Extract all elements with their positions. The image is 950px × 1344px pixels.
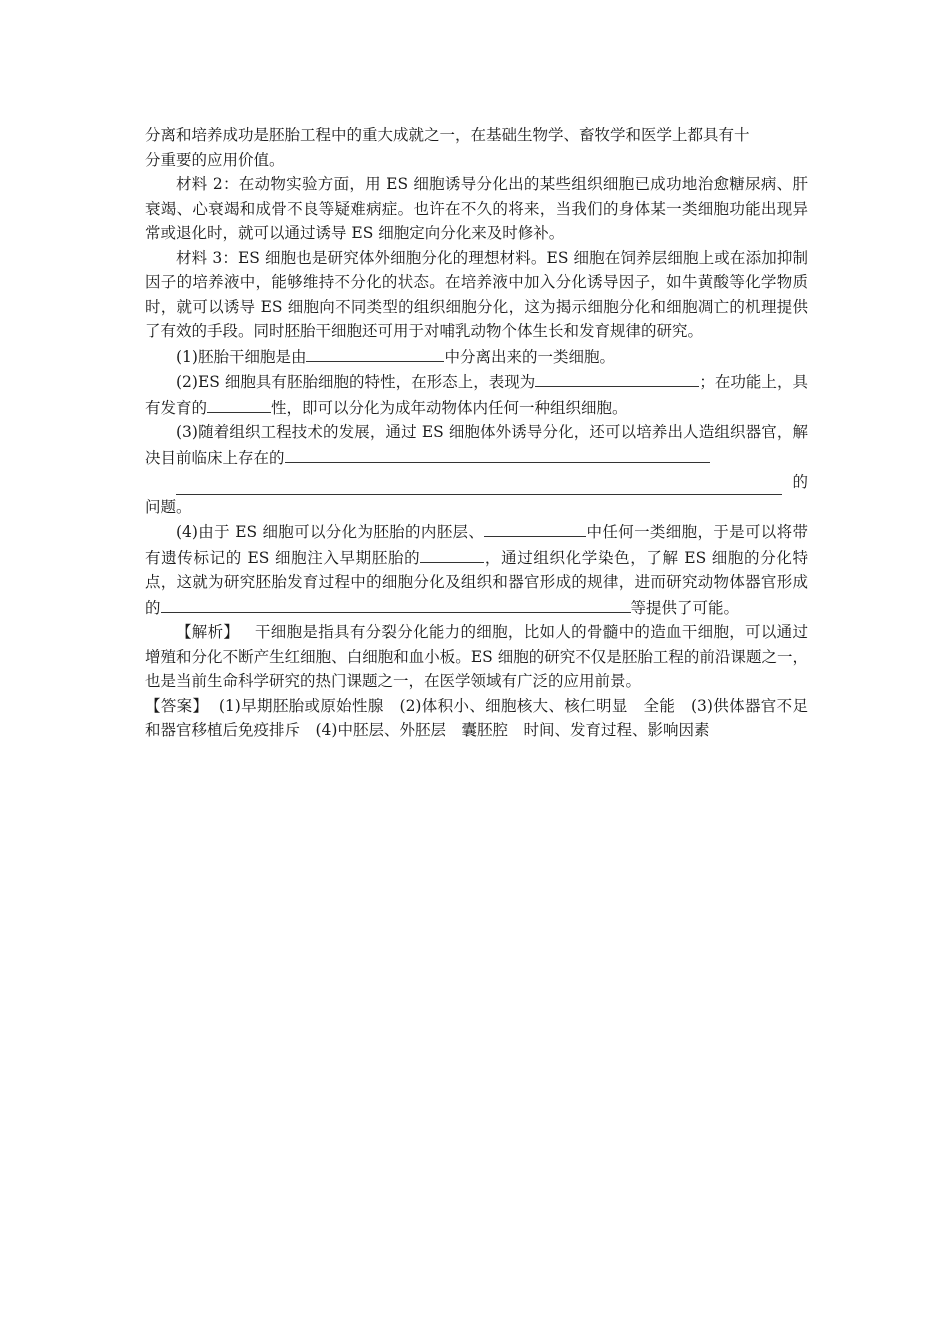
q1-after: 中分离出来的一类细胞。 — [444, 347, 615, 366]
q4-after: 等提供了可能。 — [630, 598, 740, 617]
question-4 — [145, 519, 808, 620]
q3-blank-line2[interactable] — [176, 477, 782, 495]
q4-blank-rules[interactable] — [161, 595, 631, 613]
analysis-text: 干细胞是指具有分裂分化能力的细胞，比如人的骨髓中的造血干细胞，可以通过增殖和分化不断产生红细胞、白细胞和血小板。ES 细胞的研究不仅是胚胎工程的前沿课题之一，也是当前生命科学研究的热门课题之一，在医学领域有广泛的应用前景。 — [145, 623, 808, 690]
q4-blank-layers[interactable] — [484, 519, 586, 537]
document-page — [145, 123, 808, 743]
material2-paragraph: 材料 2：在动物实验方面，用 ES 细胞诱导分化出的某些组织细胞已成功地治愈糖尿病、肝衰竭、心衰竭和成骨不良等疑难病症。也许在不久的将来，当我们的身体某一类细胞功能出现异常或退化时，就可以通过诱导 ES 细胞定向分化来及时修补。 — [145, 175, 808, 242]
q2-mid: ；在功能上，具有发育的 — [145, 373, 808, 417]
q3-after: 的 — [792, 473, 808, 491]
q3-before: (3)随着组织工程技术的发展，通过 ES 细胞体外诱导分化，还可以培养出人造组织器官，解决目前临床上存在的 — [145, 423, 808, 467]
q2-blank-function[interactable] — [207, 395, 271, 413]
question-1 — [145, 344, 808, 370]
q2-after: 性，即可以分化为成年动物体内任何一种组织细胞。 — [271, 398, 628, 417]
material1-line1: 分离和培养成功是胚胎工程中的重大成就之一，在基础生物学、畜牧学和医学上都具有十 — [145, 126, 750, 144]
q2-before: (2)ES 细胞具有胚胎细胞的特性，在形态上，表现为 — [176, 373, 536, 391]
q4-blank-embryo-part[interactable] — [420, 545, 484, 563]
q4-mid2: ，通过组织化学染色，了解 ES 细胞的分化特点，这就为研究胚胎发育过程中的细胞分化及组织和器官形成的规律，进而研究动物体器官形成的 — [145, 548, 808, 617]
q2-blank-morphology[interactable] — [535, 369, 699, 387]
q1-before: (1)胚胎干细胞是由 — [176, 347, 307, 366]
q3-blank-line1[interactable] — [285, 445, 710, 463]
analysis-paragraph — [145, 620, 808, 694]
material1-line2: 分重要的应用价值。 — [145, 150, 285, 169]
answer-text: (1)早期胚胎或原始性腺 (2)体积小、细胞核大、核仁明显 全能 (3)供体器官不足和器官移植后免疫排斥 (4)中胚层、外胚层 囊胚腔 时间、发育过程、影响因素 — [145, 696, 808, 739]
q4-before: (4)由于 ES 细胞可以分化为胚胎的内胚层、 — [176, 523, 485, 541]
material3-paragraph: 材料 3：ES 细胞也是研究体外细胞分化的理想材料。ES 细胞在饲养层细胞上或在添加抑制因子的培养液中，能够维持不分化的状态。在培养液中加入分化诱导因子，如牛黄酸等化学物质时，就可以诱导 ES 细胞向不同类型的组织细胞分化，这为揭示细胞分化和细胞凋亡的机理提供了有效的手段。同时胚胎干细胞还可用于对哺乳动物个体生长和发育规律的研究。 — [145, 248, 808, 340]
q4-mid1: 中任何一类细胞，于是可以将带有遗传标记的 ES 细胞注入早期胚胎的 — [145, 523, 808, 567]
answer-tag: 【答案】 — [145, 696, 209, 715]
question-3 — [145, 420, 808, 470]
q1-blank[interactable] — [306, 344, 444, 362]
question-2 — [145, 369, 808, 420]
analysis-tag: 【解析】 — [176, 623, 240, 641]
material1-tail — [145, 123, 808, 172]
answer-paragraph — [145, 694, 808, 743]
q3-blank-line2-row — [145, 470, 808, 495]
q3-end: 问题。 — [145, 497, 192, 516]
